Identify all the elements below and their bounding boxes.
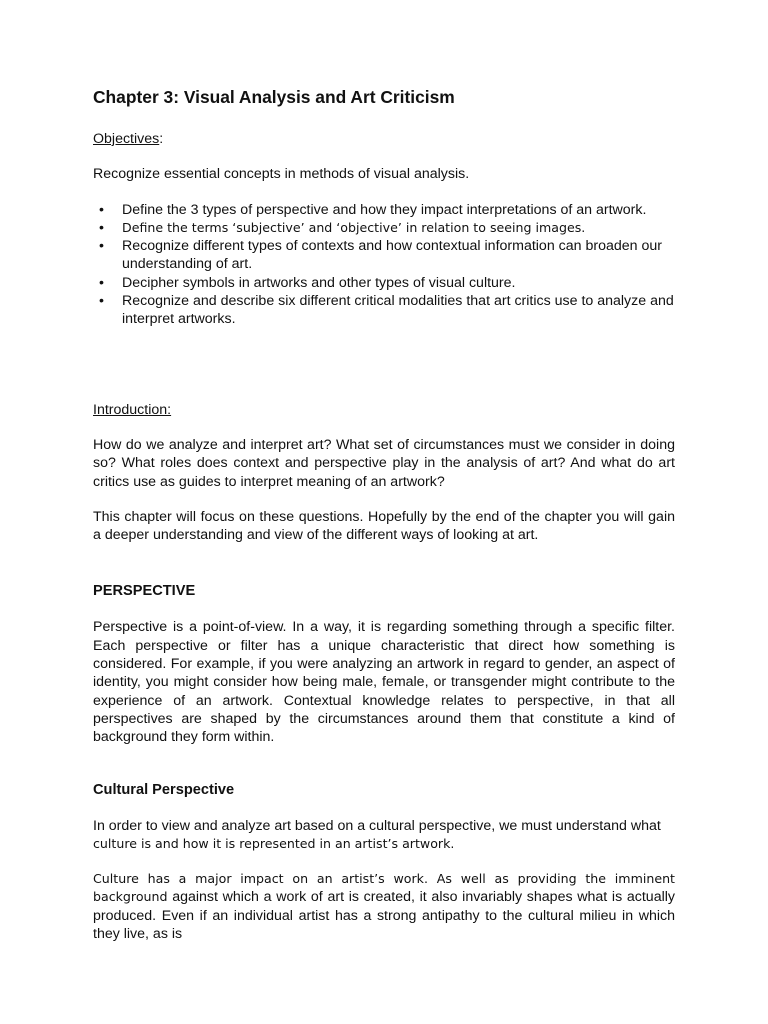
- cultural-paragraph-line: In order to view and analyze art based on a cultural perspective, we must understand what: [93, 817, 661, 834]
- list-item: [93, 274, 675, 292]
- objectives-heading: [93, 130, 675, 148]
- cultural-paragraph-line: Culture has a major impact on an artist’s work. As well as providing the imminent background: [93, 871, 675, 905]
- perspective-heading: PERSPECTIVE: [93, 583, 196, 600]
- list-item-text: Recognize different types of contexts and how contextual information can broaden our understanding of art.: [122, 238, 662, 273]
- introduction-paragraph: How do we analyze and interpret art? What set of circumstances must we consider in doing so? What roles does context and perspective play in the analysis of art? And what do art critics use as guides to interpret meaning of an artwork?: [93, 436, 675, 490]
- chapter-title: Chapter 3: Visual Analysis and Art Criticism: [93, 87, 455, 107]
- bullet-icon: •: [99, 274, 104, 291]
- list-item-text: Define the terms ‘subjective’ and ‘objective’ in relation to seeing images.: [122, 219, 586, 235]
- cultural-paragraph: [93, 870, 675, 943]
- cultural-perspective-heading: Cultural Perspective: [93, 781, 235, 798]
- list-item: [93, 237, 675, 274]
- list-item: [93, 219, 675, 237]
- cultural-paragraph-line: against which a work of art is created, it also invariably shapes what is actually produced. Even if an individual artist has a strong antipathy to the cultural milieu in which they live, as is: [93, 889, 675, 943]
- list-item-text: Decipher symbols in artworks and other types of visual culture.: [122, 274, 516, 291]
- perspective-paragraph: Perspective is a point-of-view. In a way, it is regarding something through a specific filter. Each perspective or filter has a unique characteristic that direct how something is considered. For example, if you were analyzing an artwork in regard to gender, an aspect of identity, you might consider how being male, female, or transgender might contribute to the experience of an artwork. Contextual knowledge relates to perspective, in that all perspectives are shaped by the circumstances around them that constitute a kind of background they form within.: [93, 619, 675, 746]
- objectives-heading-text: Objectives: [93, 131, 160, 147]
- bullet-icon: •: [99, 201, 104, 218]
- document-page: [93, 86, 675, 943]
- cultural-paragraph: [93, 817, 675, 854]
- introduction-paragraph: This chapter will focus on these questions. Hopefully by the end of the chapter you will gain a deeper understanding and view of the different ways of looking at art.: [93, 508, 675, 544]
- list-item-text: Recognize and describe six different critical modalities that art critics use to analyze and interpret artworks.: [122, 293, 674, 328]
- bullet-icon: •: [99, 293, 104, 310]
- objectives-list: [93, 201, 675, 329]
- objectives-heading-colon: :: [159, 131, 164, 147]
- objectives-lead: Recognize essential concepts in methods of visual analysis.: [93, 166, 470, 183]
- list-item-text: Define the 3 types of perspective and how they impact interpretations of an artwork.: [122, 201, 647, 218]
- cultural-paragraph-line: culture is and how it is represented in an artist’s artwork.: [93, 835, 455, 851]
- introduction-heading-text: Introduction:: [93, 401, 172, 418]
- introduction-heading: [93, 401, 675, 419]
- bullet-icon: •: [99, 219, 104, 236]
- list-item: [93, 292, 675, 329]
- list-item: [93, 201, 675, 219]
- bullet-icon: •: [99, 238, 104, 255]
